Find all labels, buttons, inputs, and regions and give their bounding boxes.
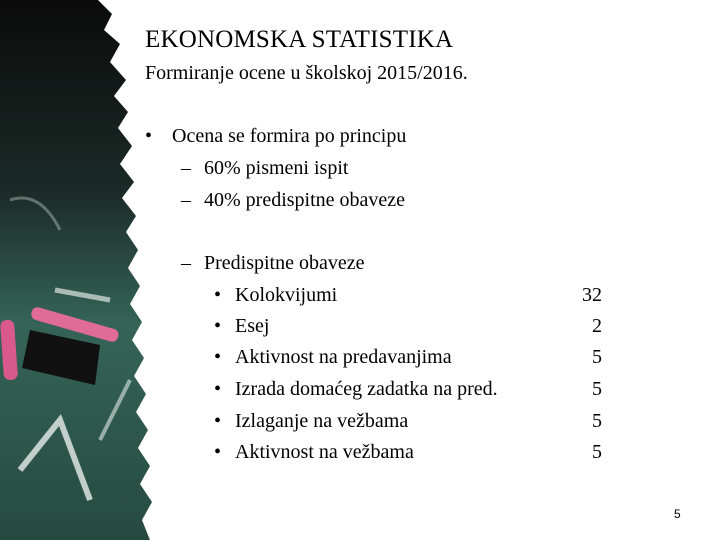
dash-mark: – [181,189,191,211]
dash-mark: – [181,157,191,179]
sub-item-text: 40% predispitne obaveze [204,189,406,211]
sub-item-text: Predispitne obaveze [204,252,365,274]
item-label: Esej [235,315,270,337]
sub-item-exam [181,156,349,180]
bullet-mark: • [214,284,222,306]
sub-item-text: 60% pismeni ispit [204,157,349,179]
bullet-mark: • [214,346,222,368]
list-item [214,409,409,433]
bullet-mark: • [214,315,222,337]
list-item [214,377,498,401]
list-item [214,345,452,369]
slide-title: EKONOMSKA STATISTIKA [145,26,454,53]
item-label: Izlaganje na vežbama [235,410,409,432]
bullet-mark: • [214,378,222,400]
item-label: Kolokvijumi [235,284,338,306]
list-item [214,314,270,338]
item-label: Aktivnost na vežbama [235,441,414,463]
item-points: 5 [592,441,602,463]
item-points: 32 [582,284,602,306]
item-points: 5 [592,346,602,368]
bullet-item-main [145,124,407,148]
bullet-mark: • [145,125,153,147]
slide-subtitle: Formiranje ocene u školskoj 2015/2016. [145,62,468,84]
item-points: 5 [592,378,602,400]
sub-item-obligations [181,188,406,212]
item-points: 2 [592,315,602,337]
item-label: Aktivnost na predavanjima [235,346,452,368]
item-label: Izrada domaćeg zadatka na pred. [235,378,498,400]
item-points: 5 [592,410,602,432]
bullet-text: Ocena se formira po principu [172,125,407,147]
bullet-mark: • [214,410,222,432]
page-number: 5 [674,507,681,521]
list-item [214,283,338,307]
sub-item-predispitne [181,251,365,275]
list-item [214,440,414,464]
dash-mark: – [181,252,191,274]
bullet-mark: • [214,441,222,463]
